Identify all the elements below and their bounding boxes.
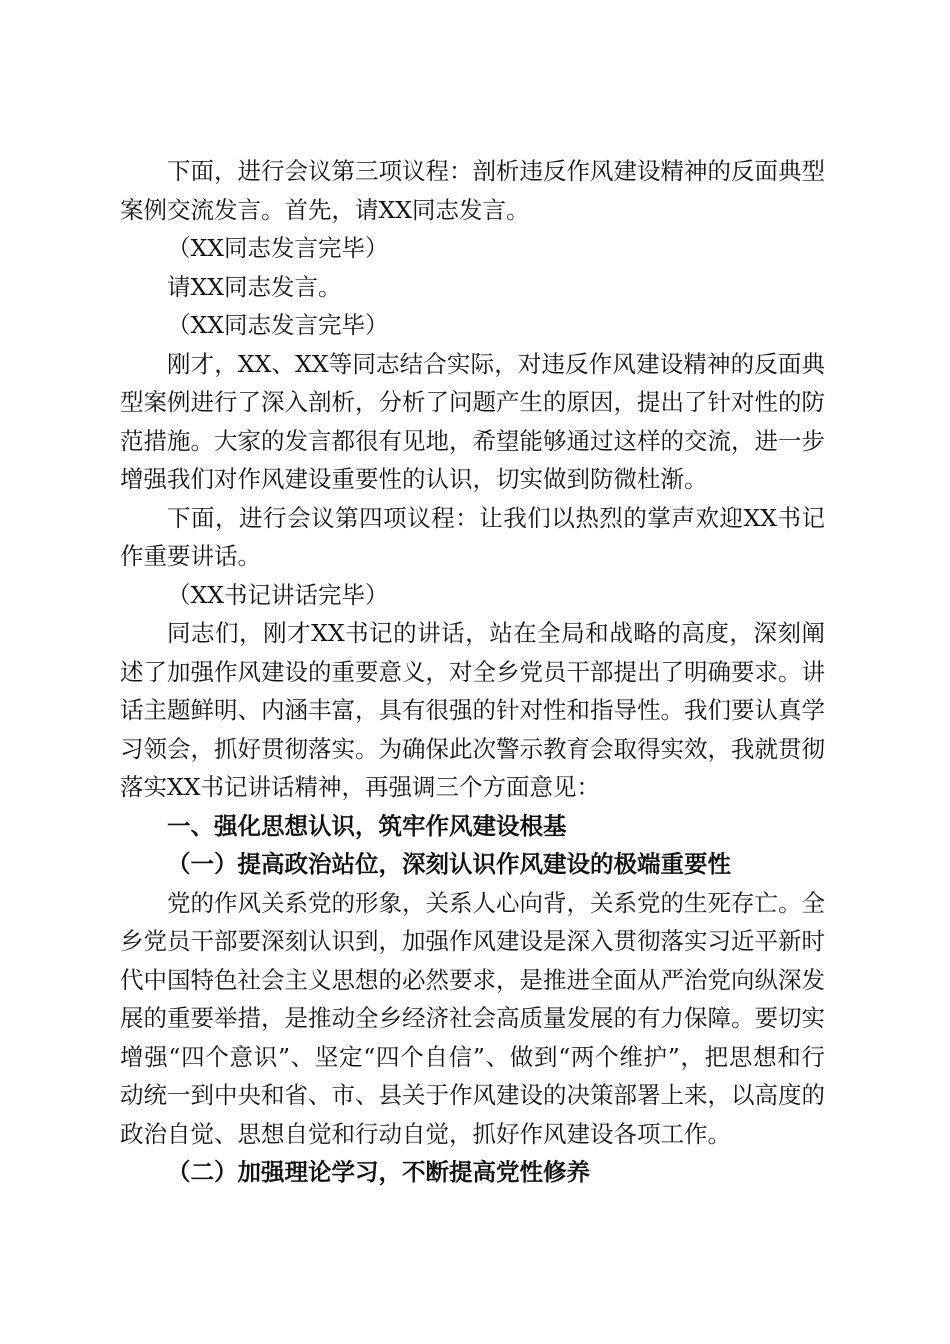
paragraph-summary: 刚才，XX、XX等同志结合实际，对违反作风建设精神的反面典型案例进行了深入剖析，分析了问题产生的原因，提出了针对性的防范措施。大家的发言都很有见地，希望能够通过这样的交流，进一步增强我们对作风建设重要性的认识，切实做到防微杜渐。 (120, 349, 825, 493)
section-subheading-1: （一）提高政治站位，深刻认识作风建设的极端重要性 (167, 850, 731, 878)
section-subheading-2: （二）加强理论学习，不断提高党性修养 (167, 1158, 590, 1186)
section-heading-1: 一、强化思想认识，筑牢作风建设根基 (167, 811, 567, 840)
section-1-body: 党的作风关系党的形象，关系人心向背，关系党的生死存亡。全乡党员干部要深刻认识到，加强作风建设是深入贯彻落实习近平新时代中国特色社会主义思想的必然要求，是推进全面从严治党向纵深发展的重要举措，是推动全乡经济社会高质量发展的有力保障。要切实增强“四个意识”、坚定“四个自信”、做到“两个维护”，把思想和行动统一到中央和省、市、县关于作风建设的决策部署上来，以高度的政治自觉、思想自觉和行动自觉，抓好作风建设各项工作。 (120, 888, 825, 1148)
paragraph-agenda-four: 下面，进行会议第四项议程：让我们以热烈的掌声欢迎XX书记作重要讲话。 (120, 503, 825, 570)
paragraph-closing-remarks: 同志们，刚才XX书记的讲话，站在全局和战略的高度，深刻阐述了加强作风建设的重要意义，对全乡党员干部提出了明确要求。讲话主题鲜明、内涵丰富，具有很强的针对性和指导性。我们要认真学习领会，抓好贯彻落实。为确保此次警示教育会取得实效，我就贯彻落实XX书记讲话精神，再强调三个方面意见： (120, 619, 825, 801)
paragraph-speech-finished-1: （XX同志发言完毕） (167, 234, 389, 262)
paragraph-invite-speaker: 请XX同志发言。 (167, 272, 342, 301)
paragraph-agenda-three: 下面，进行会议第三项议程：剖析违反作风建设精神的反面典型案例交流发言。首先，请XX同志发言。 (120, 157, 825, 224)
paragraph-secretary-finished: （XX书记讲话完毕） (167, 580, 389, 609)
document-body (120, 152, 825, 1192)
paragraph-speech-finished-2: （XX同志发言完毕） (167, 311, 389, 339)
